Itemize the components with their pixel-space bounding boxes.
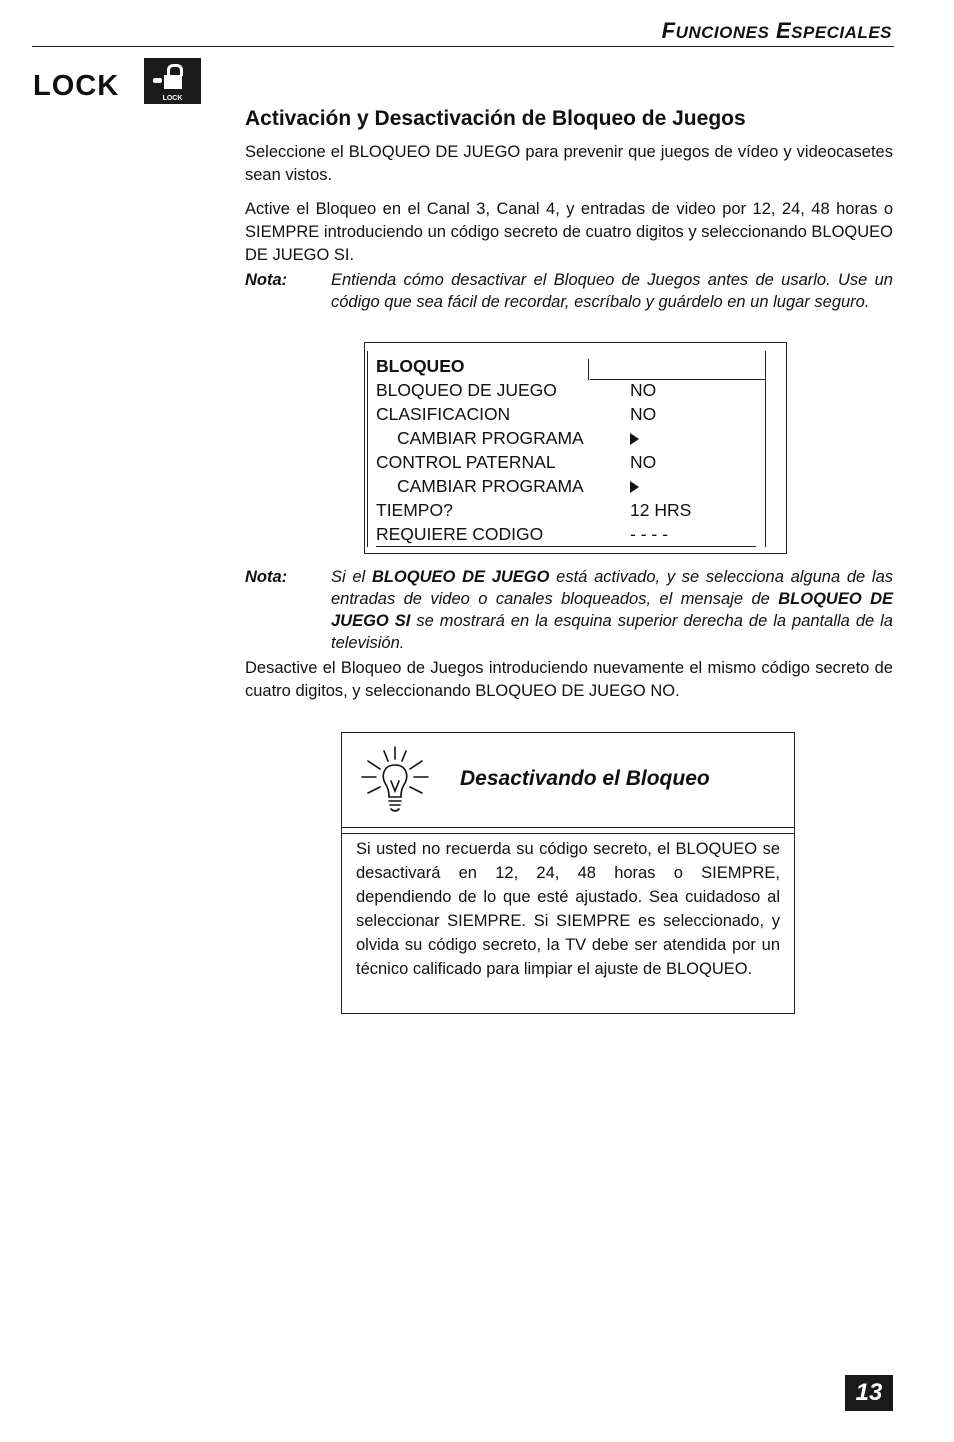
menu-row-change-program-2: CAMBIAR PROGRAMA bbox=[376, 475, 756, 498]
menu-row-game-lock: BLOQUEO DE JUEGO NO bbox=[376, 380, 657, 400]
paragraph-deactivate: Desactive el Bloqueo de Juegos introduciendo nuevamente el mismo código secreto de cuatro digitos, y seleccionando BLOQUEO DE JUEGO NO. bbox=[245, 659, 893, 700]
note-text: Entienda cómo desactivar el Bloqueo de Juegos antes de usarlo. Use un código que sea fácil de recordar, escríbalo y guárdelo en un lugar seguro. bbox=[331, 271, 893, 311]
section-label: LOCK bbox=[33, 70, 120, 102]
paragraph-intro: Seleccione el BLOQUEO DE JUEGO para prevenir que juegos de vídeo y videocasetes sean vistos. bbox=[245, 143, 893, 184]
paragraph-activate: Active el Bloqueo en el Canal 3, Canal 4, y entradas de video por 12, 24, 48 horas o SIEMPRE introduciendo un código secreto de cuatro digitos y seleccionando BLOQUEO DE JUEGO SI. bbox=[245, 200, 893, 264]
arrow-right-icon bbox=[630, 433, 639, 445]
page-number: 13 bbox=[845, 1375, 893, 1411]
note-safety bbox=[245, 269, 893, 339]
menu-row-rating: CLASIFICACION NO bbox=[376, 404, 657, 424]
page-header-title: FUNCIONES ESPECIALES bbox=[661, 18, 892, 43]
lock-menu-screen bbox=[364, 342, 787, 554]
menu-title: BLOQUEO bbox=[376, 356, 465, 376]
note-game-lock-message bbox=[245, 566, 893, 656]
header-divider bbox=[32, 46, 894, 47]
tip-title: Desactivando el Bloqueo bbox=[460, 767, 710, 790]
menu-row-parental-control: CONTROL PATERNAL NO bbox=[376, 452, 657, 472]
note-label: Nota: bbox=[245, 271, 288, 289]
note-label: Nota: bbox=[245, 568, 288, 586]
lightbulb-icon bbox=[354, 743, 436, 819]
note-text: Si el BLOQUEO DE JUEGO está activado, y se selecciona alguna de las entradas de video o canales bloqueados, el mensaje de BLOQUEO DE JUEGO SI se mostrará en la esquina superior derecha de la pantalla de la televisión. bbox=[331, 568, 893, 652]
tip-box bbox=[341, 732, 795, 1014]
menu-row-requires-code: REQUIERE CODIGO - - - - bbox=[376, 523, 756, 547]
menu-row-time: TIEMPO? 12 HRS bbox=[376, 500, 692, 520]
lock-icon: LOCK bbox=[144, 58, 201, 104]
arrow-right-icon bbox=[630, 481, 639, 493]
tip-text: Si usted no recuerda su código secreto, el BLOQUEO se desactivará en 12, 24, 48 horas o SIEMPRE, dependiendo de lo que esté ajustado. Sea cuidadoso al seleccionar SIEMPRE. Si SIEMPRE es seleccionado, y olvida su código secreto, la TV debe ser atendida por un técnico calificado para limpiar el ajuste de BLOQUEO. bbox=[356, 840, 780, 978]
menu-row-change-program-1: CAMBIAR PROGRAMA bbox=[376, 427, 756, 450]
section-subheading: Activación y Desactivación de Bloqueo de Juegos bbox=[245, 107, 746, 130]
